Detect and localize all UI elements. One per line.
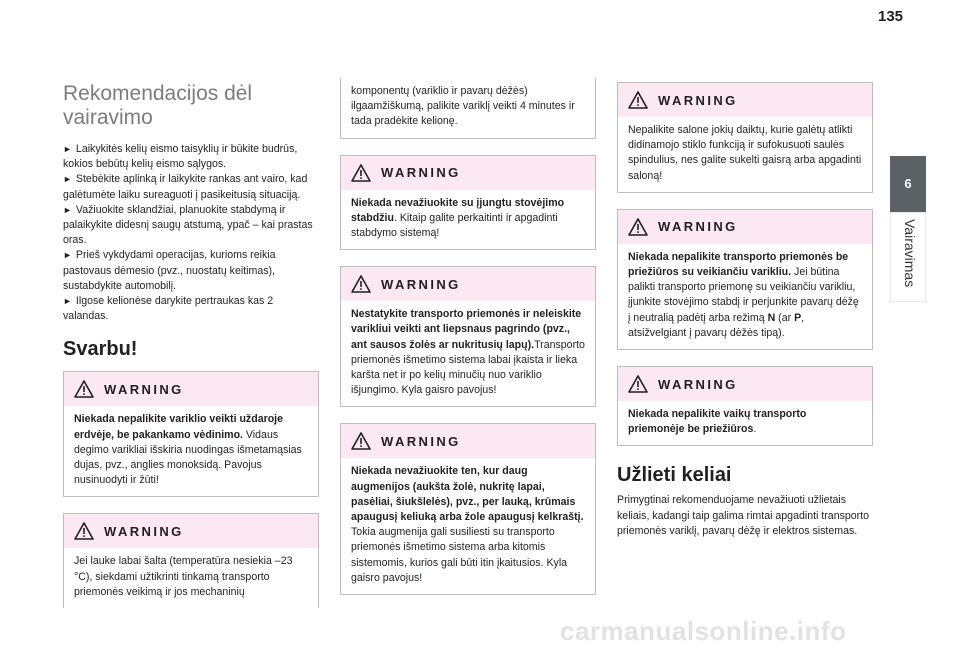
warning-text: Jei būtina palikti transporto priemonę su veikiančiu varikliu, įjunkite stovėjimo stabdį ir perjunkite pavarų dėžę į neutralią padėtį arba režimą bbox=[628, 266, 859, 324]
chapter-number: 6 bbox=[904, 176, 912, 191]
warning-box bbox=[63, 371, 319, 497]
warning-text: , atsižvelgiant į pavarų dėžės tipą). bbox=[628, 311, 805, 339]
page-number: 135 bbox=[878, 8, 904, 25]
warning-text: . Kitaip galite perkaitinti ir apgadinti stabdymo sistemą! bbox=[351, 211, 558, 240]
warning-text: . bbox=[753, 423, 757, 436]
warning-body: Jei lauke labai šalta (temperatūra nesiekia –23 °C), siekdami užtikrinti tinkamą transporto priemonės veikimą ir jos mechaninių bbox=[74, 555, 293, 598]
bullet-item bbox=[63, 248, 319, 294]
warning-triangle-icon bbox=[628, 218, 648, 236]
warning-text: Vidaus degimo varikliai išskiria nuodingas išmetamąsias dujas, pvz., anglies monoksidą. Pavojus nusinuodyti ir žūti! bbox=[74, 428, 302, 487]
heading-line-2: vairavimo bbox=[63, 106, 153, 129]
warning-title: WARNING bbox=[104, 523, 184, 539]
heading-line-1: Rekomendacijos dėl bbox=[63, 82, 253, 105]
warning-body bbox=[618, 244, 872, 349]
warning-body bbox=[341, 190, 595, 250]
warning-header bbox=[618, 83, 872, 117]
warning-body bbox=[618, 401, 872, 445]
warning-title: WARNING bbox=[658, 219, 738, 235]
triangle-bullet-icon: ► bbox=[63, 144, 72, 154]
warning-box bbox=[617, 209, 873, 350]
warning-header bbox=[64, 514, 318, 548]
warning-title: WARNING bbox=[381, 165, 461, 181]
bullet-item bbox=[63, 172, 319, 202]
bullet-item bbox=[63, 203, 319, 249]
warning-header bbox=[341, 156, 595, 190]
column-1 bbox=[63, 82, 319, 624]
bullet-text: Ilgose kelionėse darykite pertraukas kas 2 valandas. bbox=[63, 295, 274, 323]
warning-header bbox=[341, 267, 595, 301]
gear-mode-n: N bbox=[767, 311, 776, 324]
warning-title: WARNING bbox=[381, 276, 461, 292]
column-3 bbox=[617, 82, 873, 539]
warning-triangle-icon bbox=[628, 375, 648, 393]
warning-title: WARNING bbox=[658, 92, 738, 108]
warning-title: WARNING bbox=[658, 376, 738, 392]
warning-header bbox=[341, 424, 595, 458]
warning-header bbox=[618, 210, 872, 244]
warning-body bbox=[64, 406, 318, 496]
section-heading-important: Svarbu! bbox=[63, 338, 138, 361]
gear-mode-p: P bbox=[794, 311, 802, 324]
warning-continuation-text: komponentų (variklio ir pavarų dėžės) ilgaamžiškumą, palikite variklį veikti 4 minutes ir tada pradėkite kelionę. bbox=[351, 85, 575, 128]
warning-bold-text: Nestatykite transporto priemonės ir neleiskite varikliui veikti ant liepsnaus pagrindo (pvz., ant sausos žolės ar nukritusių lapų). bbox=[351, 308, 582, 351]
warning-bold-text: Niekada nepalikite vaikų transporto priemonėje be priežiūros bbox=[628, 408, 807, 436]
warning-triangle-icon bbox=[74, 380, 94, 398]
warning-triangle-icon bbox=[74, 522, 94, 540]
bullet-item bbox=[63, 294, 319, 324]
chapter-label: Vairavimas bbox=[902, 219, 918, 288]
warning-continuation-box bbox=[340, 78, 596, 139]
warning-triangle-icon bbox=[628, 91, 648, 109]
warning-bold-text: Niekada nevažiuokite su įjungtu stovėjimo stabdžiu bbox=[351, 196, 565, 224]
triangle-bullet-icon: ► bbox=[63, 250, 72, 261]
warning-body bbox=[341, 301, 595, 406]
triangle-bullet-icon: ► bbox=[63, 296, 72, 307]
section-heading-recommendations bbox=[63, 82, 319, 130]
bullet-text: Prieš vykdydami operacijas, kurioms reikia pastovaus dėmesio (pvz., nuostatų keitimas), sustabdykite automobilį. bbox=[63, 249, 276, 292]
warning-text: (ar bbox=[775, 311, 795, 324]
warning-box bbox=[340, 423, 596, 595]
warning-body: Nepalikite salone jokių daiktų, kurie galėtų atlikti didinamojo stiklo funkciją ir sufokusuoti saulės spindulius, nes galite sukelti gaisrą arba apgadinti saloną! bbox=[628, 124, 862, 182]
warning-text: Tokia augmenija gali susiliesti su transporto priemonės išmetimo sistema arba kitomis sistemomis, kurios gali būti itin įkaitusios. Kyla gaisro pavojus! bbox=[351, 526, 568, 584]
flooded-roads-text: Primygtinai rekomenduojame nevažiuoti užlietais keliais, kadangi taip galima rimtai apgadinti transporto priemonės variklį, pavarų dėžę ir elektros sistemas. bbox=[617, 494, 870, 537]
bullet-text: Stebėkite aplinką ir laikykite rankas ant vairo, kad galėtumėte laiku sureaguoti į pasikeitusią situaciją. bbox=[63, 173, 308, 201]
warning-body bbox=[341, 458, 595, 594]
warning-box bbox=[340, 266, 596, 407]
warning-text: Transporto priemonės išmetimo sistema labai įkaista ir lieka karšta net ir po kelių minučių nuo variklio išjungimo. Kyla gaisro pavojus! bbox=[351, 338, 585, 397]
triangle-bullet-icon: ► bbox=[63, 204, 72, 215]
warning-header bbox=[618, 367, 872, 401]
warning-box bbox=[617, 82, 873, 193]
warning-box bbox=[617, 366, 873, 446]
bullet-text: Laikykitės kelių eismo taisyklių ir būkite budrūs, kokios bebūtų kelių eismo sąlygos. bbox=[63, 143, 298, 171]
warning-box bbox=[340, 155, 596, 251]
warning-title: WARNING bbox=[381, 433, 461, 449]
section-heading-flooded-roads: Užlieti keliai bbox=[617, 464, 732, 487]
warning-triangle-icon bbox=[351, 275, 371, 293]
warning-triangle-icon bbox=[351, 164, 371, 182]
chapter-label-tab bbox=[890, 212, 926, 302]
bullet-item bbox=[63, 142, 319, 172]
column-2 bbox=[340, 82, 596, 611]
triangle-bullet-icon: ► bbox=[63, 174, 72, 185]
warning-bold-text: Niekada nepalikite transporto priemonės be priežiūros su veikiančiu varikliu. bbox=[628, 250, 849, 279]
warning-bold-text: Niekada nepalikite variklio veikti uždaroje erdvėje, be pakankamo vėdinimo. bbox=[74, 413, 284, 441]
chapter-tab bbox=[890, 156, 926, 212]
warning-header bbox=[64, 372, 318, 406]
bullet-text: Važiuokite sklandžiai, planuokite stabdymą ir palaikykite didesnį saugų atstumą, ypač – kai prastas oras. bbox=[63, 203, 313, 247]
warning-title: WARNING bbox=[104, 381, 184, 397]
watermark: carmanualsonline.info bbox=[560, 616, 847, 646]
warning-bold-text: Niekada nevažiuokite ten, kur daug augmenijos (aukšta žolė, nukritę lapai, pasėliai, šiukšlelės), pvz., per lauką, krūmais apaugusį keliuką arba žole apaugusį kelkraštį. bbox=[351, 465, 584, 524]
warning-triangle-icon bbox=[351, 432, 371, 450]
warning-box bbox=[63, 513, 319, 608]
